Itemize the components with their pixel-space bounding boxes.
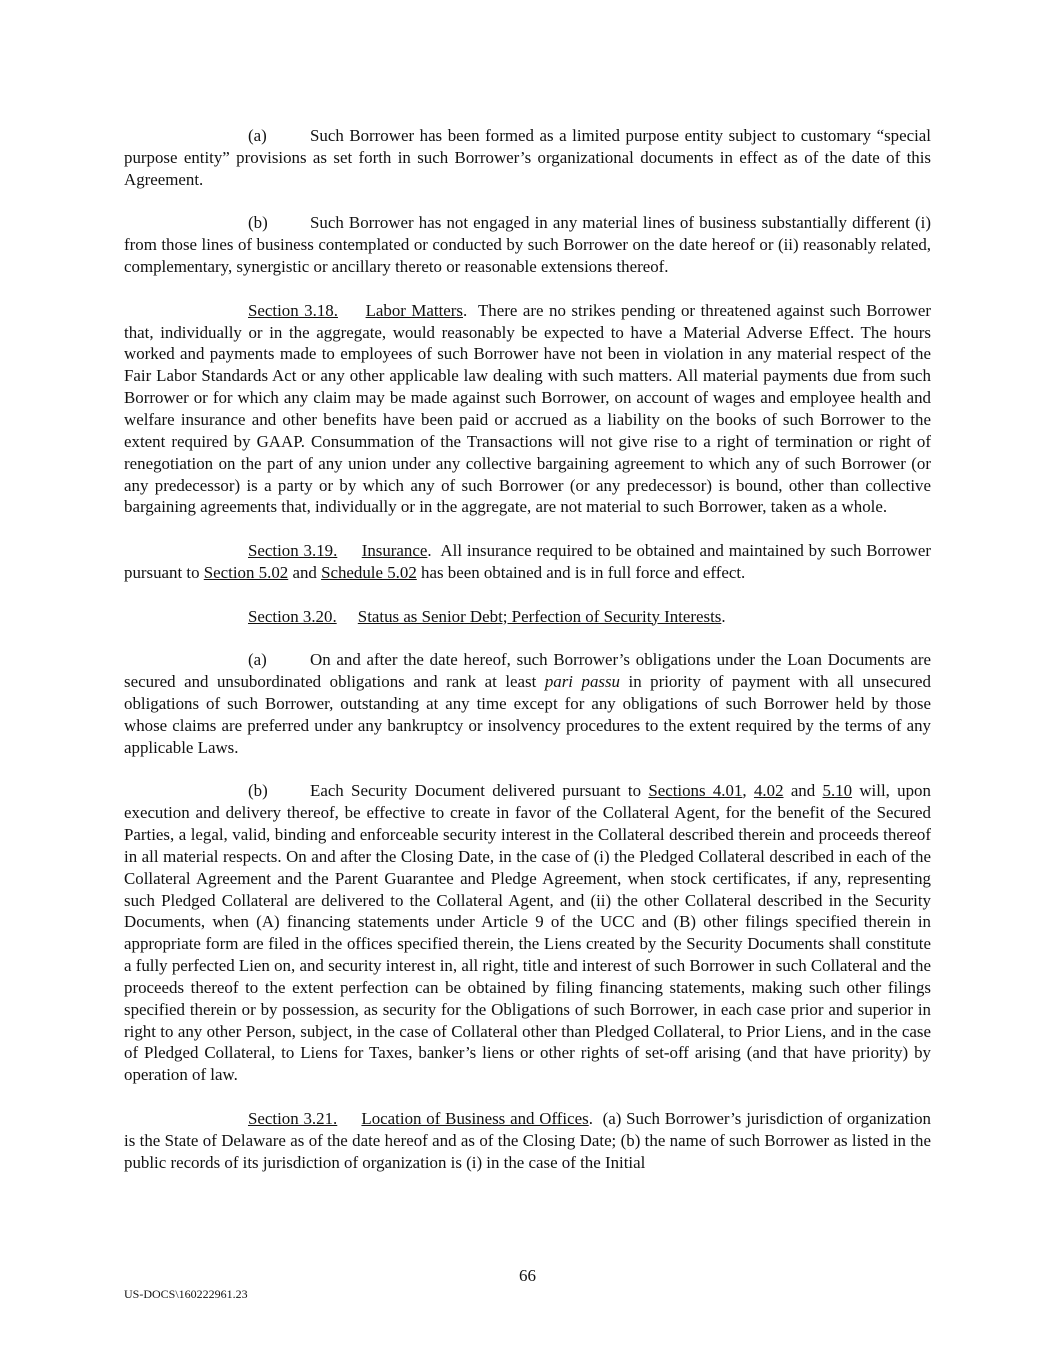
paragraph-b-lines-of-business	[124, 212, 931, 278]
section-title-punct: .	[588, 1108, 593, 1128]
clause-text: Such Borrower has not engaged in any material lines of business substantially different (i) from those lines of business contemplated or conducted by such Borrower on the date hereof or (ii) reasonably related, complementary, synergistic or ancillary thereto or reasonable extensions thereof.	[124, 213, 931, 277]
section-text: (a) Such Borrower’s jurisdiction of organization is the State of Delaware as of the date hereof and as of the Closing Date; (b) the name of such Borrower as listed in the public records of its jurisdiction of organization is (i) in the case of the Initial	[124, 1108, 931, 1172]
page-number: 66	[519, 1266, 536, 1285]
section-number: Section 3.20.	[248, 606, 337, 626]
italic-term: pari passu	[544, 672, 620, 692]
document-id: US-DOCS\160222961.23	[124, 1287, 248, 1301]
section-3-20-heading	[124, 606, 931, 628]
section-text: All insurance required to be obtained and maintained by such Borrower pursuant to	[124, 541, 931, 582]
section-text: and	[292, 562, 317, 582]
section-3-18-labor-matters	[124, 300, 931, 518]
paragraph-a-special-purpose	[124, 125, 931, 191]
clause-text: On and after the date hereof, such Borrower’s obligations under the Loan Documents are secured and unsubordinated obligations and rank at least	[124, 650, 931, 692]
clause-text: in priority of payment with all unsecured obligations of such Borrower, outstanding at any time except for any obligations of such Borrower held by those whose claims are preferred under any bankruptcy or insolvency procedures to the extent required by the terms of any applicable Laws.	[124, 672, 931, 757]
document-body	[124, 125, 931, 1195]
section-number: Section 3.18.	[248, 300, 338, 320]
section-title: Labor Matters	[365, 300, 464, 320]
section-title: Location of Business and Offices	[361, 1108, 589, 1128]
cross-reference: Schedule 5.02	[321, 562, 417, 582]
clause-label: (b)	[248, 213, 268, 233]
paragraph-b-security-documents	[124, 780, 931, 1086]
section-number: Section 3.19.	[248, 541, 338, 561]
section-number: Section 3.21.	[248, 1108, 338, 1128]
section-text: has been obtained and is in full force and effect.	[421, 562, 746, 582]
section-title-punct: .	[463, 300, 468, 320]
cross-reference: 5.10	[822, 781, 853, 801]
clause-text: and	[790, 781, 816, 801]
section-text: There are no strikes pending or threatened against such Borrower that, individually or in the aggregate, would reasonably be expected to have a Material Adverse Effect. The hours worked and payments made to employees of such Borrower have not been in violation in any material respect of the Fair Labor Standards Act or any other applicable law dealing with such matters. All material payments due from such Borrower or for which any claim may be made against such Borrower, on account of wages and employee health and welfare insurance and other benefits have been paid or accrued as a liability on the books of such Borrower to the extent required by GAAP. Consummation of the Transactions will not give rise to a right of termination or right of renegotiation on the part of any union under any collective bargaining agreement to which any of such Borrower (or any predecessor) is a party or by which any of such Borrower (or any predecessor) is bound, other than collective bargaining agreements that, individually or in the aggregate, are not material to such Borrower, taken as a whole.	[124, 300, 931, 517]
clause-label: (a)	[248, 650, 267, 670]
cross-reference: Section 5.02	[203, 562, 289, 582]
cross-reference: Sections 4.01	[648, 781, 743, 801]
section-title: Status as Senior Debt; Perfection of Security Interests	[357, 606, 722, 626]
section-3-19-insurance	[124, 540, 931, 584]
separator: ,	[742, 781, 747, 801]
section-title-punct: .	[427, 541, 432, 561]
paragraph-a-senior-debt	[124, 649, 931, 758]
clause-text: Each Security Document delivered pursuant to	[310, 781, 642, 801]
clause-label: (b)	[248, 781, 268, 801]
clause-text: Such Borrower has been formed as a limited purpose entity subject to customary “special purpose entity” provisions as set forth in such Borrower’s organizational documents in effect as of the date of this Agreement.	[124, 126, 931, 189]
section-title: Insurance	[361, 541, 428, 561]
section-3-21-location	[124, 1108, 931, 1174]
section-title-punct: .	[721, 606, 726, 626]
clause-label: (a)	[248, 126, 267, 145]
cross-reference: 4.02	[753, 781, 784, 801]
clause-text: will, upon execution and delivery thereof, be effective to create in favor of the Collateral Agent, for the benefit of the Secured Parties, a legal, valid, binding and enforceable security interest in the Collateral described therein and proceeds thereof in all material respects. On and after the Closing Date, in the case of (i) the Pledged Collateral described in each of the Collateral Agreement and the Parent Guarantee and Pledge Agreement, when stock certificates, if any, representing such Pledged Collateral are delivered to the Collateral Agent, and (ii) the other Collateral described in the Security Documents, when (A) financing statements under Article 9 of the UCC and (B) other filings specified therein in appropriate form are filed in the offices specified therein, the Liens created by the Security Documents shall constitute a fully perfected Lien on, and security interest in, all right, title and interest of such Borrower in such Collateral and the proceeds thereof to the extent perfection can be obtained by filing financing statements, making such other filings specified therein or by possession, as security for the Obligations of such Borrower, in each case prior and superior in right to any other Person, subject, in the case of Collateral other than Pledged Collateral, to Prior Liens, and in the case of Pledged Collateral, to Liens for Taxes, banker’s liens or other rights of set-off arising (and that have priority) by operation of law.	[124, 781, 931, 1085]
